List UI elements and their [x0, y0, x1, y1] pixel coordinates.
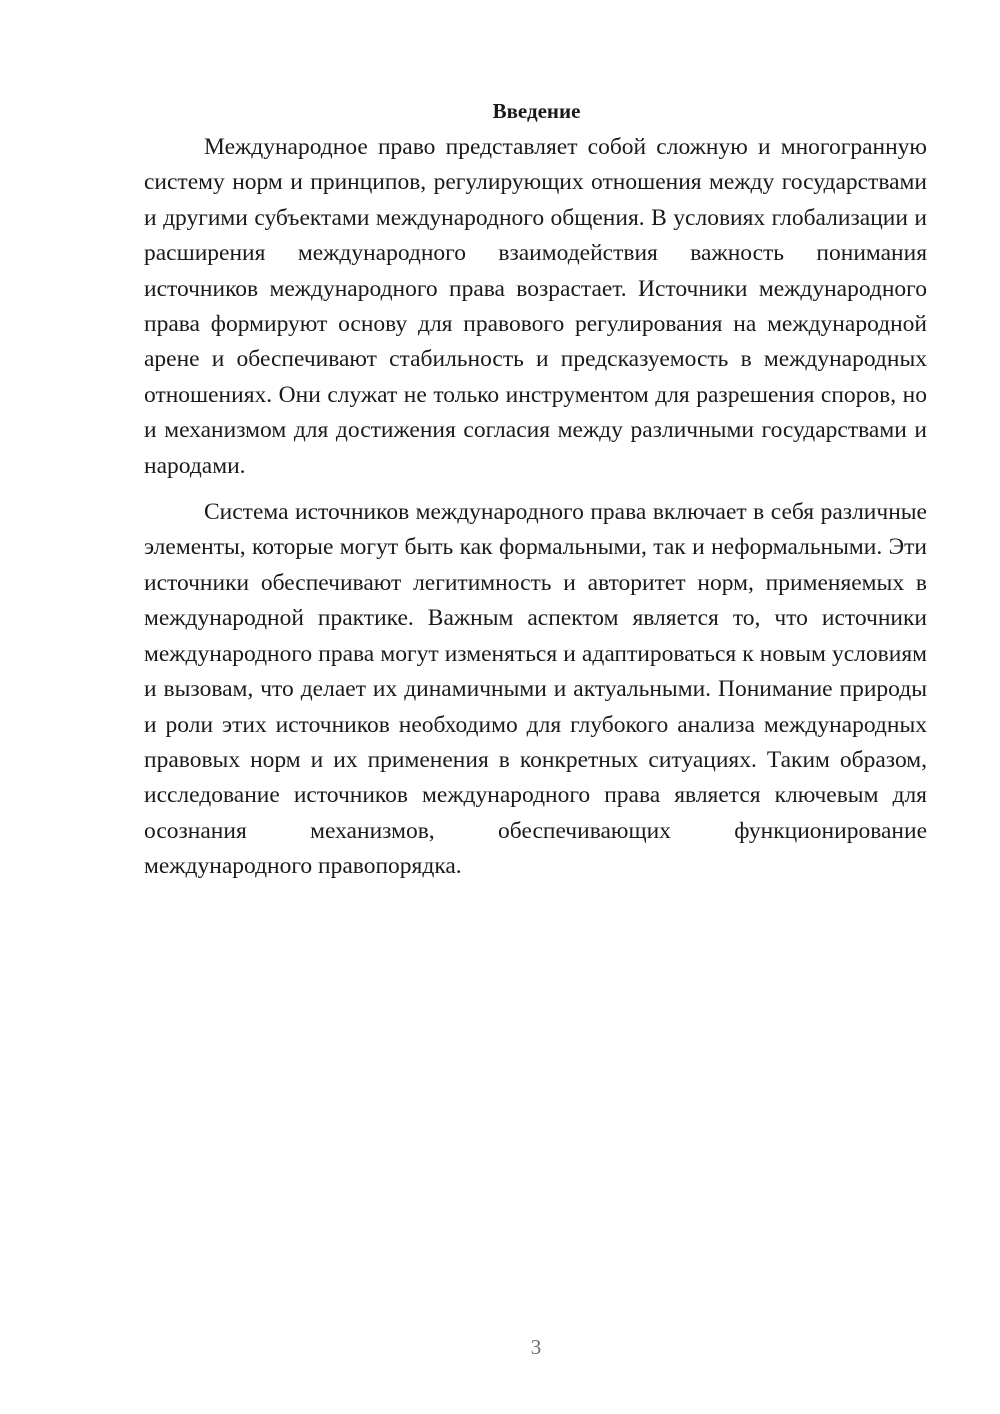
paragraph-intro: Международное право представляет собой сложную и многогранную систему норм и принципов, регулирующих отношения между государствами и другими субъектами международного общения. В условиях глобализации и расширения международного взаимодействия важность понимания источников международного права возрастает. Источники международного права формируют основу для правового регулирования на международной арене и обеспечивают стабильность и предсказуемость в международных отношениях. Они служат не только инструментом для разрешения споров, но и механизмом для достижения согласия между различными государствами и народами.	[144, 134, 927, 479]
section-heading: Введение	[492, 99, 581, 123]
page-number: 3	[530, 1335, 542, 1359]
page-content	[144, 96, 927, 885]
paragraph-sources-system: Система источников международного права включает в себя различные элементы, которые могут быть как формальными, так и неформальными. Эти источники обеспечивают легитимность и авторитет норм, применяемых в международной практике. Важным аспектом является то, что источники международного права могут изменяться и адаптироваться к новым условиям и вызовам, что делает их динамичными и актуальными. Понимание природы и роли этих источников необходимо для глубокого анализа международных правовых норм и их применения в конкретных ситуациях. Таким образом, исследование источников международного права является ключевым для осознания механизмов, обеспечивающих функционирование международного правопорядка.	[144, 499, 927, 880]
